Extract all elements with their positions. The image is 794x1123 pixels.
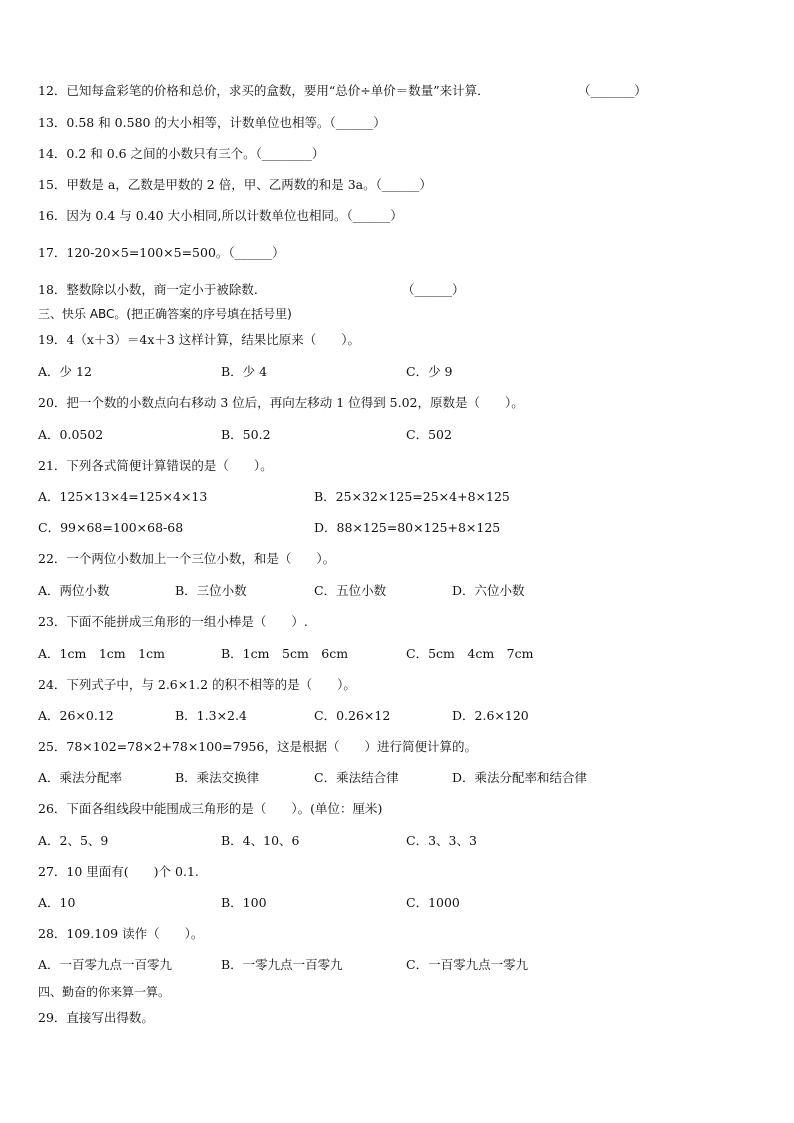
option-a[interactable]: A．两位小数 <box>38 583 110 598</box>
option-a[interactable]: A．0.0502 <box>38 427 104 442</box>
question-24: 24．下列式子中，与 2.6×1.2 的积不相等的是（ ）。 <box>38 677 356 692</box>
option-b[interactable]: B．三位小数 <box>175 583 247 598</box>
question-19: 19．4（x＋3）＝4x＋3 这样计算，结果比原来（ ）。 <box>38 332 361 347</box>
option-c[interactable]: C．乘法结合律 <box>314 770 399 785</box>
answer-blank-18[interactable]: （______） <box>402 282 465 297</box>
option-c[interactable]: C．99×68=100×68-68 <box>38 520 184 535</box>
question-23: 23．下面不能拼成三角形的一组小棒是（ ）. <box>38 614 308 629</box>
option-d[interactable]: D．88×125=80×125+8×125 <box>314 520 501 535</box>
question-16: 16．因为 0.4 与 0.40 大小相同,所以计数单位也相同。（______） <box>38 208 403 223</box>
option-a[interactable]: A．125×13×4=125×4×13 <box>38 489 208 504</box>
question-20: 20．把一个数的小数点向右移动 3 位后，再向左移动 1 位得到 5.02，原数是（ ）。 <box>38 395 524 410</box>
question-25: 25．78×102=78×2+78×100=7956，这是根据（ ）进行简便计算的。 <box>38 739 477 754</box>
question-13: 13．0.58 和 0.580 的大小相等，计数单位也相等。（______） <box>38 115 386 130</box>
question-12: 12．已知每盒彩笔的价格和总价，求买的盒数，要用“总价÷单价＝数量”来计算． <box>38 83 490 98</box>
question-22: 22．一个两位小数加上一个三位小数，和是（ ）。 <box>38 551 336 566</box>
question-18: 18．整数除以小数，商一定小于被除数. <box>38 282 258 297</box>
option-c[interactable]: C．0.26×12 <box>314 708 391 723</box>
question-21: 21．下列各式简便计算错误的是（ ）。 <box>38 458 273 473</box>
question-25-options <box>38 770 758 786</box>
question-19-options <box>38 364 758 380</box>
option-a[interactable]: A．1cm 1cm 1cm <box>38 646 165 661</box>
option-c[interactable]: C．一百零九点一零九 <box>406 957 529 972</box>
option-b[interactable]: B．乘法交换律 <box>175 770 260 785</box>
option-b[interactable]: B．50.2 <box>221 427 271 442</box>
option-a[interactable]: A．一百零九点一百零九 <box>38 957 173 972</box>
option-a[interactable]: A．乘法分配率 <box>38 770 123 785</box>
question-29: 29．直接写出得数。 <box>38 1010 154 1025</box>
question-26-options <box>38 833 758 849</box>
question-14: 14．0.2 和 0.6 之间的小数只有三个。（________） <box>38 146 325 161</box>
option-a[interactable]: A．26×0.12 <box>38 708 114 723</box>
question-26: 26．下面各组线段中能围成三角形的是（ ）。(单位：厘米) <box>38 801 383 816</box>
option-c[interactable]: C．1000 <box>406 895 460 910</box>
option-a[interactable]: A．2、5、9 <box>38 833 109 848</box>
question-23-options <box>38 646 758 662</box>
option-d[interactable]: D．2.6×120 <box>452 708 529 723</box>
option-b[interactable]: B．4、10、6 <box>221 833 300 848</box>
option-c[interactable]: C．五位小数 <box>314 583 387 598</box>
option-b[interactable]: B．1.3×2.4 <box>175 708 247 723</box>
option-b[interactable]: B．100 <box>221 895 267 910</box>
option-d[interactable]: D．六位小数 <box>452 583 525 598</box>
question-21-options-row1 <box>38 489 758 505</box>
option-b[interactable]: B．25×32×125=25×4+8×125 <box>314 489 510 504</box>
question-28-options <box>38 957 758 973</box>
question-15: 15．甲数是 a，乙数是甲数的 2 倍，甲、乙两数的和是 3a。（______） <box>38 177 432 192</box>
question-22-options <box>38 583 758 599</box>
option-b[interactable]: B．1cm 5cm 6cm <box>221 646 349 661</box>
option-b[interactable]: B．少 4 <box>221 364 268 379</box>
option-c[interactable]: C．3、3、3 <box>406 833 477 848</box>
option-a[interactable]: A．10 <box>38 895 76 910</box>
question-28: 28．109.109 读作（ ）。 <box>38 926 204 941</box>
section-heading-3: 三、快乐 ABC。(把正确答案的序号填在括号里) <box>38 307 292 321</box>
option-c[interactable]: C．502 <box>406 427 452 442</box>
question-27: 27．10 里面有( )个 0.1. <box>38 864 199 879</box>
answer-blank-12[interactable]: （_______） <box>578 83 647 98</box>
option-a[interactable]: A．少 12 <box>38 364 92 379</box>
section-heading-4: 四、勤奋的你来算一算。 <box>38 985 171 999</box>
option-d[interactable]: D．乘法分配率和结合律 <box>452 770 588 785</box>
option-b[interactable]: B．一零九点一百零九 <box>221 957 343 972</box>
option-c[interactable]: C．5cm 4cm 7cm <box>406 646 534 661</box>
option-c[interactable]: C．少 9 <box>406 364 453 379</box>
question-27-options <box>38 895 758 911</box>
question-21-options-row2 <box>38 520 758 536</box>
question-24-options <box>38 708 758 724</box>
question-17: 17．120-20×5=100×5=500。（______） <box>38 245 285 260</box>
question-20-options <box>38 427 758 443</box>
